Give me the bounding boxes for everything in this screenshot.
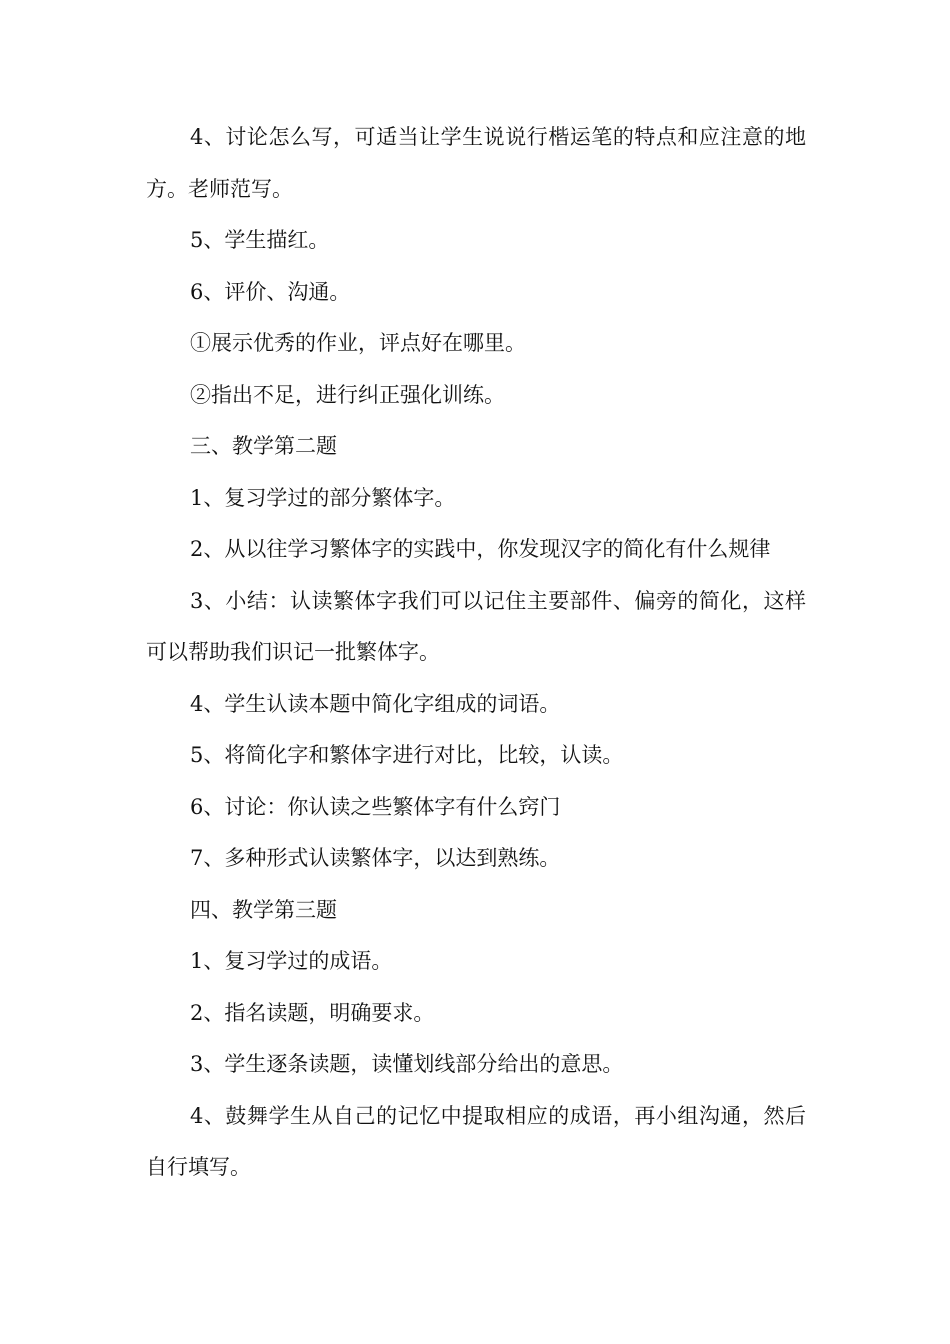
paragraph: 5、学生描红。 [190,228,330,252]
paragraph: ②指出不足，进行纠正强化训练。 [190,382,505,407]
section-heading: 四、教学第三题 [190,897,337,922]
paragraph: 4、鼓舞学生从自己的记忆中提取相应的成语，再小组沟通，然后自行填写。 [146,1103,806,1179]
paragraph: 7、多种形式认读繁体字，以达到熟练。 [190,846,561,870]
paragraph: 4、讨论怎么写，可适当让学生说说行楷运笔的特点和应注意的地方。老师范写。 [146,125,806,201]
paragraph: 3、小结：认读繁体字我们可以记住主要部件、偏旁的简化，这样可以帮助我们识记一批繁体字。 [146,588,806,664]
paragraph: 1、复习学过的部分繁体字。 [190,485,456,510]
section-heading: 三、教学第二题 [190,434,337,458]
document-body [146,112,806,1194]
paragraph: 2、从以往学习繁体字的实践中，你发现汉字的简化有什么规律 [190,537,771,561]
paragraph: 6、讨论：你认读之些繁体字有什么窍门 [190,794,561,819]
paragraph: 4、学生认读本题中简化字组成的词语。 [190,691,561,716]
paragraph: ①展示优秀的作业，评点好在哪里。 [190,331,526,355]
paragraph: 2、指名读题，明确要求。 [190,1000,435,1025]
paragraph: 6、评价、沟通。 [190,279,351,304]
paragraph: 3、学生逐条读题，读懂划线部分给出的意思。 [190,1052,624,1076]
paragraph: 1、复习学过的成语。 [190,949,393,973]
paragraph: 5、将简化字和繁体字进行对比，比较，认读。 [190,743,624,767]
